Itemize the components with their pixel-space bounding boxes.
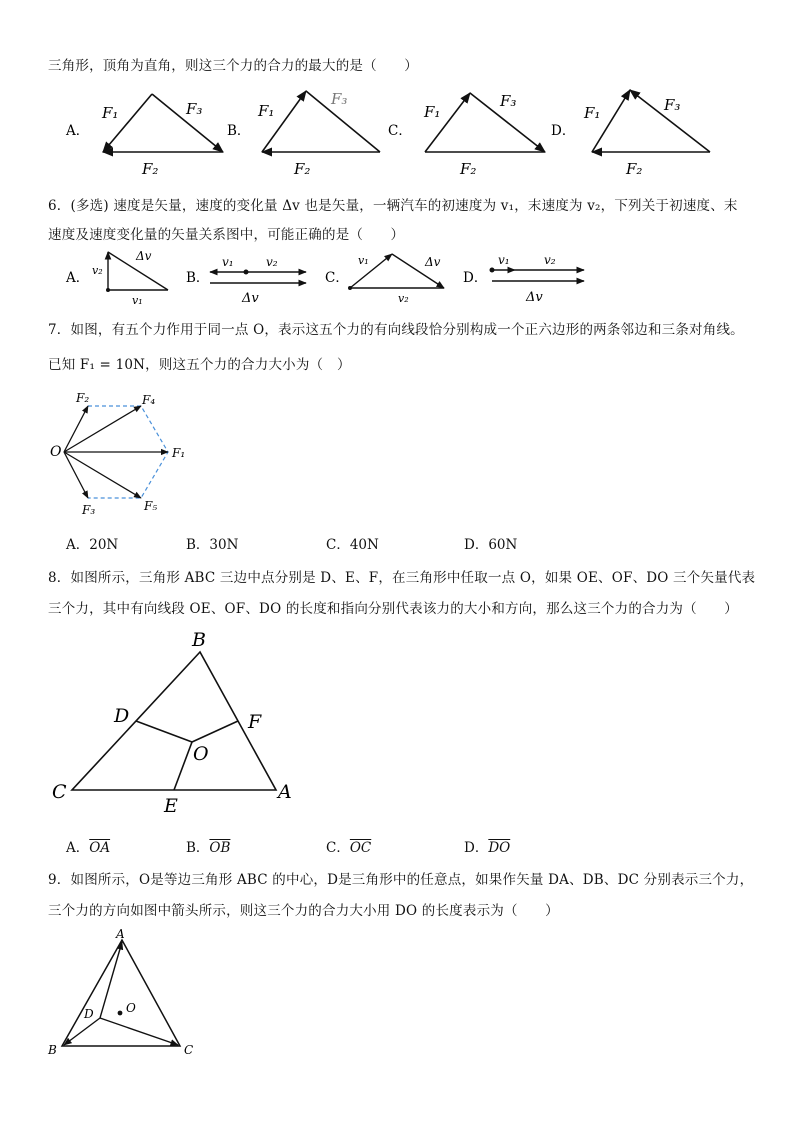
q7-stem-line2: 已知 F₁ = 10N，则这五个力的合力大小为（ ） [48,357,351,373]
q7-f4-label: F₄ [142,393,156,407]
q9-figure [44,926,214,1066]
q6-d-dv-label: Δv [526,290,543,305]
q6-option-a[interactable] [65,249,168,307]
q6-b-v2-label: v₂ [266,255,278,269]
q5-a-f1-label: F₁ [102,104,119,122]
q6-d-v2-label: v₂ [544,253,556,267]
q5-b-f2-label: F₂ [294,160,311,178]
q5-a-f2-label: F₂ [142,160,159,178]
q5-b-f1-label: F₁ [258,102,275,120]
q5-c-f2-label: F₂ [460,160,477,178]
q8-a-label: A [278,781,292,803]
q5-figures [0,80,794,210]
q9-o-label: O [126,1001,136,1015]
q6-stem-line2: 速度及速度变化量的矢量关系图中，可能正确的是（ ） [48,227,405,243]
q6-a-label: A． [66,270,90,286]
q6-a-v2-label: v₂ [92,264,103,277]
q6-d-v1-label: v₁ [498,253,510,267]
q9-a-label: A [116,927,125,941]
q5-c-f1 [425,93,470,152]
q5-d-f3-label: F₃ [664,96,681,114]
q6-c-v2-label: v₂ [398,292,409,305]
q5-b-label: B． [227,123,251,139]
q6-c-v1-label: v₁ [358,254,369,267]
q5-c-label: C． [388,123,412,139]
q9-stem-line2: 三个力的方向如图中箭头所示，则这三个力的合力大小用 DO 的长度表示为（ ） [48,903,559,919]
q7-f3-label: F₃ [82,503,96,517]
q8-b-label: B [192,629,206,651]
q8-figure [48,628,308,818]
q5-d-label: D． [551,123,576,139]
q6-option-b[interactable] [186,255,306,306]
q6-stem-line1: 6．(多选) 速度是矢量，速度的变化量 Δv 也是矢量，一辆汽车的初速度为 v₁，末速度为 v₂，下列关于初速度、末 [48,198,738,214]
q8-option-c[interactable]: C．$\overline{OC}$ [326,840,372,856]
q5-c-f3-label: F₃ [500,92,517,110]
q5-b-f1 [262,91,306,152]
q5-option-d[interactable] [551,90,710,178]
q8-option-b[interactable]: B．$\overline{OB}$ [186,840,231,856]
q7-f2-label: F₂ [76,391,90,405]
q7-figure [48,386,208,516]
q6-figures [0,246,794,306]
q5-b-f3-label: F₃ [331,90,348,108]
q8-option-a[interactable]: A．$\overline{OA}$ [66,840,111,856]
q7-option-d[interactable]: D．60N [464,537,518,553]
q5-option-a[interactable] [65,94,223,178]
q5-option-c[interactable] [388,92,545,178]
q9-b-label: B [48,1043,57,1057]
q7-f1-label: F₁ [172,446,186,460]
q6-b-dv-label: Δv [242,291,259,306]
q6-b-label: B． [186,270,210,286]
q8-option-d[interactable]: D．$\overline{DO}$ [464,840,511,856]
q8-d-label: D [114,705,130,727]
q8-stem-line2: 三个力，其中有向线段 OE、OF、DO 的长度和指向分别代表该力的大小和方向，那么这三个力的合力为（ ） [48,601,738,617]
q6-a-v1-label: v₁ [132,294,143,307]
q9-stem-line1: 9．如图所示，O是等边三角形 ABC 的中心，D是三角形中的任意点，如果作矢量 DA、DB、DC 分别表示三个力， [48,872,754,888]
q8-o-label: O [193,743,209,765]
q6-c-label: C． [325,270,349,286]
q8-f-label: F [248,711,262,733]
q9-c-label: C [184,1043,194,1057]
q5-c-f1-label: F₁ [424,103,441,121]
q7-option-c[interactable]: C．40N [326,537,379,553]
q5-d-f2-label: F₂ [626,160,643,178]
q6-option-d[interactable] [463,253,584,305]
q8-stem-line1: 8．如图所示，三角形 ABC 三边中点分别是 D、E、F，在三角形中任取一点 O，如果 OE、OF、DO 三个矢量代表 [48,570,756,586]
q6-option-c[interactable] [325,254,444,305]
q8-c-label: C [52,781,67,803]
q9-d-label: D [84,1007,94,1021]
q6-a-dv-label: Δv [136,249,152,263]
q5-d-f1-label: F₁ [584,104,601,122]
q7-stem-line1: 7．如图，有五个力作用于同一点 O，表示这五个力的有向线段恰分别构成一个正六边形的两条邻边和三条对角线。 [48,322,744,338]
q8-e-label: E [164,795,178,817]
q6-b-v1-label: v₁ [222,255,234,269]
q7-option-a[interactable]: A．20N [66,537,119,553]
q7-f5-label: F₅ [144,499,158,513]
q6-d-label: D． [463,270,488,286]
q5-stem: 三角形，顶角为直角，则这三个力的合力的最大的是（ ） [48,58,418,74]
q5-option-b[interactable] [227,90,380,178]
q7-o-label: O [50,444,62,460]
q5-a-label: A． [66,123,90,139]
q5-a-f3-label: F₃ [186,100,203,118]
q5-a-f1 [103,94,152,152]
q7-option-b[interactable]: B．30N [186,537,239,553]
q6-c-dv-label: Δv [425,255,441,269]
